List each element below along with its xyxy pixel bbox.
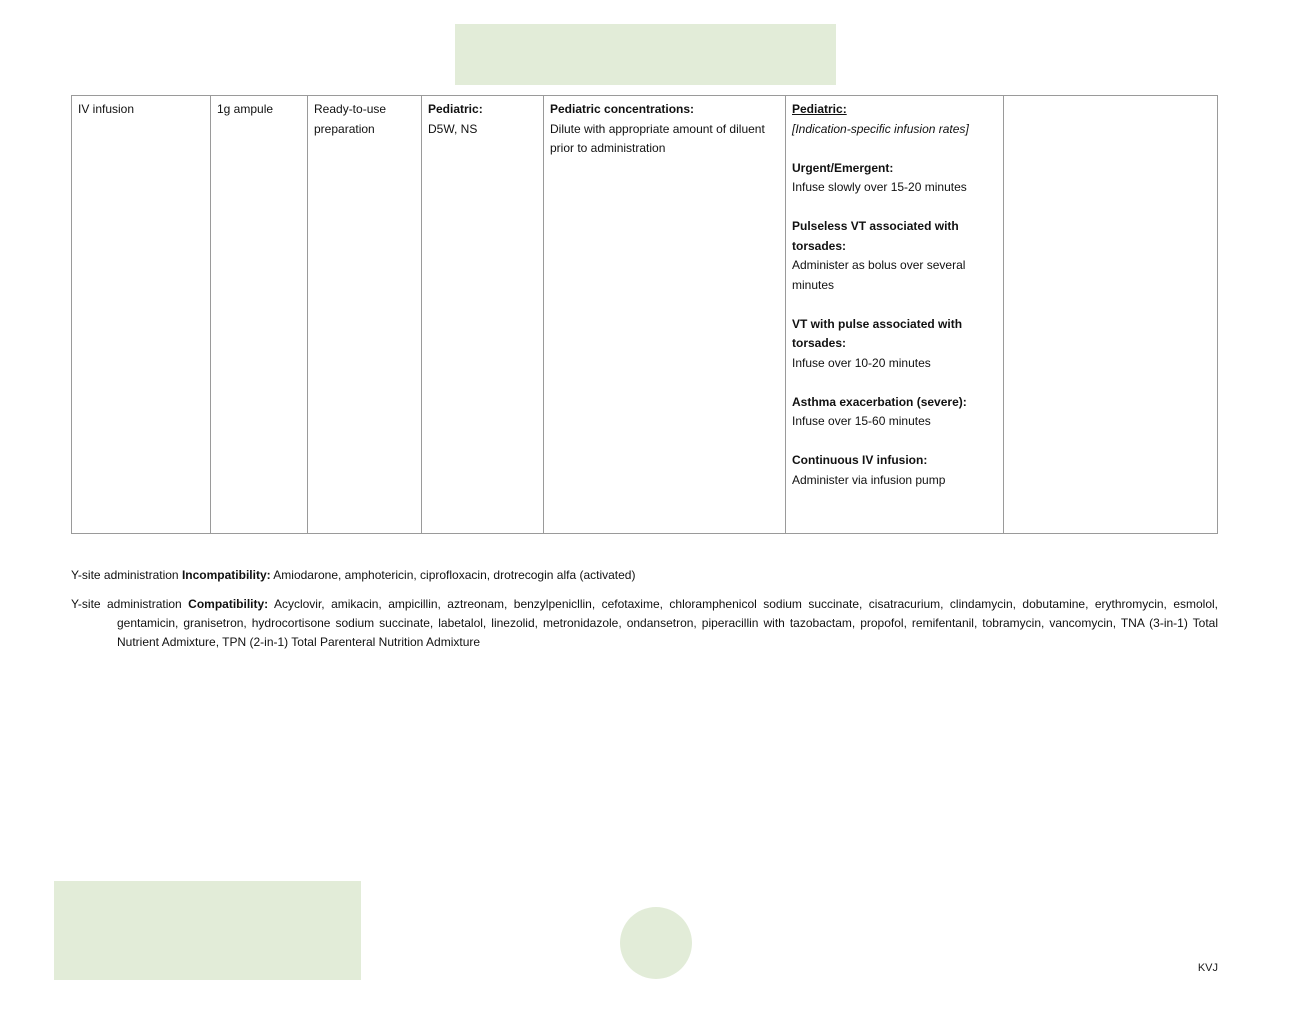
compatibility-items: Acyclovir, amikacin, ampicillin, aztreonam, benzylpenicllin, cefotaxime, chloramphenicol sodium succinate, cisatracurium, clindamycin, dobutamine, erythromycin, esmolol, gentamicin, granisetron, hydrocortisone sodium succinate, labetalol, linezolid, metronidazole, ondansetron, piperacillin with tazobactam, propofol, remifentanil, tobramycin, vancomycin, TNA (3-in-1) Total Nutrient Admixture, TPN (2-in-1) Total Parenteral Nutrition Admixture <box>117 597 1219 649</box>
rate-section-label: Urgent/Emergent: <box>792 160 894 175</box>
decorative-green-circle <box>620 907 692 979</box>
table-cell-concentrations <box>544 96 786 533</box>
diluent-label: Pediatric: <box>428 102 483 116</box>
concentration-value: Dilute with appropriate amount of diluent prior to administration <box>550 121 765 155</box>
compatibility-note <box>71 595 1218 652</box>
rate-section-label: Continuous IV infusion: <box>792 453 928 467</box>
strength-text: 1g ampule <box>217 102 274 116</box>
decorative-green-rectangle-top <box>455 24 836 85</box>
incompatibility-items: Amiodarone, amphotericin, ciprofloxacin, drotrecogin alfa (activated) <box>273 568 636 582</box>
rate-section-asthma <box>792 393 997 432</box>
rate-section-pulseless-vt <box>792 217 997 295</box>
compatibility-label: Compatibility: <box>188 597 269 611</box>
table-cell-preparation <box>308 96 422 533</box>
route-text: IV infusion <box>78 102 135 116</box>
table-cell-route <box>72 96 211 533</box>
rate-section-label: Pulseless VT associated with torsades: <box>792 219 959 253</box>
rates-note-text: Indication-specific infusion rates <box>795 121 966 136</box>
rates-header: Pediatric: <box>792 102 847 116</box>
rate-section-urgent <box>792 159 997 198</box>
table-cell-infusion-rates <box>786 96 1004 533</box>
rates-note-open-bracket: [ <box>792 121 796 136</box>
diluent-value: D5W, NS <box>428 121 478 136</box>
decorative-green-rectangle-bottom <box>54 881 361 980</box>
incompatibility-prefix: Y-site administration <box>71 568 179 582</box>
rates-note-close-bracket: ] <box>965 121 969 136</box>
rates-note <box>792 120 997 140</box>
preparation-text: Ready-to-use preparation <box>314 102 387 136</box>
footer-initials: KVJ <box>1197 962 1218 974</box>
rate-section-value: Administer via infusion pump <box>792 472 946 487</box>
table-cell-strength <box>211 96 308 533</box>
rate-section-value: Infuse over 10-20 minutes <box>792 355 931 370</box>
compatibility-prefix: Y-site administration <box>71 597 182 611</box>
rate-section-value: Administer as bolus over several minutes <box>792 258 966 292</box>
concentration-label: Pediatric concentrations: <box>550 102 695 116</box>
rate-section-label: VT with pulse associated with torsades: <box>792 316 963 350</box>
incompatibility-note <box>71 566 1218 585</box>
drug-administration-table <box>71 95 1218 534</box>
rate-section-vt-with-pulse <box>792 315 997 374</box>
incompatibility-label: Incompatibility: <box>181 568 271 582</box>
table-cell-diluent <box>422 96 544 533</box>
rate-section-value: Infuse over 15-60 minutes <box>792 414 931 428</box>
table-cell-empty <box>1004 96 1217 533</box>
rate-section-value: Infuse slowly over 15-20 minutes <box>792 180 967 194</box>
rate-section-label: Asthma exacerbation (severe): <box>792 394 967 409</box>
rate-section-continuous <box>792 451 997 490</box>
ysite-notes <box>71 566 1218 652</box>
